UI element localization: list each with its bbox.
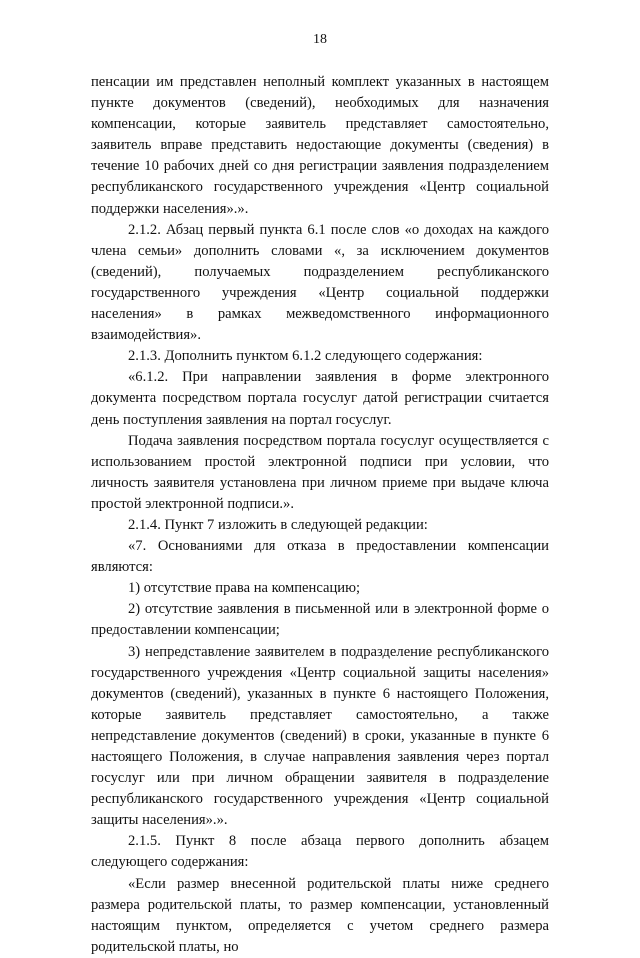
paragraph: «7. Основаниями для отказа в предоставлении компенсации являются:	[91, 538, 549, 576]
paragraph: 2.1.3. Дополнить пунктом 6.1.2 следующего содержания:	[128, 348, 483, 365]
paragraph: 2.1.5. Пункт 8 после абзаца первого дополнить абзацем следующего содержания:	[91, 833, 549, 871]
paragraph: 1) отсутствие права на компенсацию;	[128, 580, 361, 597]
paragraph: «Если размер внесенной родительской платы ниже среднего размера родительской платы, то размер компенсации, установленный настоящим пунктом, определяется с учетом среднего размера родительской платы, но	[91, 875, 549, 955]
page-number: 18	[313, 32, 327, 47]
paragraph: «6.1.2. При направлении заявления в форме электронного документа посредством портала госуслуг датой регистрации считается день поступления заявления на портал госуслуг.	[91, 369, 549, 428]
paragraph: Подача заявления посредством портала госуслуг осуществляется с использованием простой электронной подписи при условии, что личность заявителя установлена при личном приеме при выдаче ключа простой электронной подписи.».	[91, 432, 549, 512]
paragraph: 3) непредставление заявителем в подразделение республиканского государственного учреждения «Центр социальной защиты населения» документов (сведений), указанных в пункте 6 настоящего Положения, которые заявитель представляет самостоятельно, а также непредставление документов (сведений) в сроки, указанные в пункте 6 настоящего Положения, в случае направления заявления через портал госуслуг или при личном обращении заявителя в подразделение республиканского государственного учреждения «Центр социальной защиты населения».».	[91, 643, 549, 829]
paragraph: пенсации им представлен неполный комплект указанных в настоящем пункте документов (сведений), необходимых для назначения компенсации, которые заявитель представляет самостоятельно, заявитель вправе представить недостающие документы (сведения) в течение 10 рабочих дней со дня регистрации заявления подразделением республиканского государственного учреждения «Центр социальной поддержки населения».».	[91, 74, 549, 217]
document-body	[91, 72, 549, 958]
paragraph: 2) отсутствие заявления в письменной или в электронной форме о предоставлении компенсации;	[91, 601, 549, 639]
paragraph: 2.1.2. Абзац первый пункта 6.1 после слов «о доходах на каждого члена семьи» дополнить словами «, за исключением документов (сведений), получаемых подразделением республиканского государственного учреждения «Центр социальной поддержки населения» в рамках межведомственного информационного взаимодействия».	[91, 221, 549, 344]
paragraph: 2.1.4. Пункт 7 изложить в следующей редакции:	[128, 516, 428, 533]
